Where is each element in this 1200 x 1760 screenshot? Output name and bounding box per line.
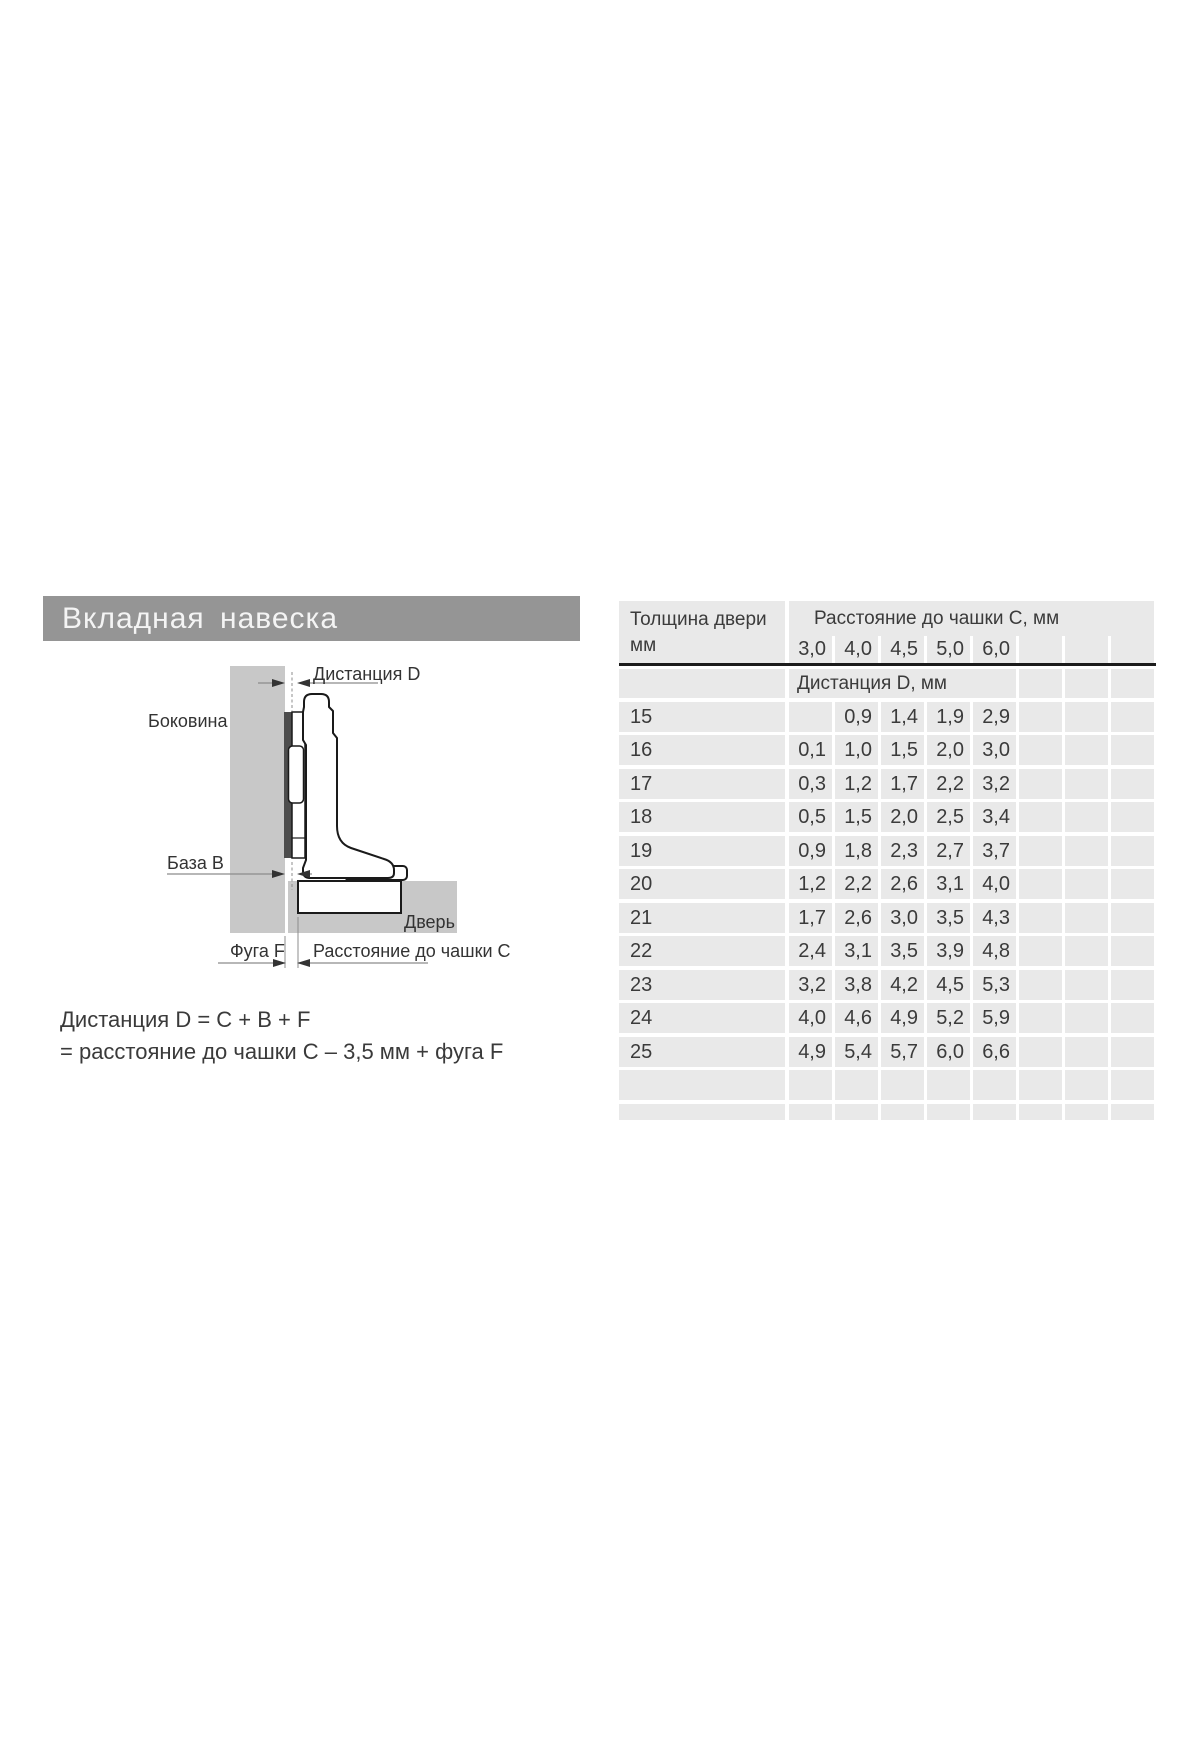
table-row [619,702,1156,732]
label-cup-distance: Расстояние до чашки C [313,941,511,961]
cell-distance-value: 3,0 [881,903,924,933]
cell-distance-value [1111,1104,1154,1120]
cell-distance-value [927,1104,970,1120]
cell-distance-value [1111,769,1154,799]
cell-distance-value [1111,1070,1154,1100]
cell-distance-value [1019,1070,1062,1100]
cell-distance-value [1111,970,1154,1000]
header-door-thickness-line1: Толщина двери [630,609,767,630]
cell-door-thickness: 21 [619,903,785,933]
header-cup-distance-group [789,601,1154,663]
cell-distance-value: 4,0 [973,869,1016,899]
section-title-bar [43,596,580,641]
cell-distance-value: 2,6 [881,869,924,899]
cell-distance-value: 2,5 [927,802,970,832]
table-row [619,903,1156,933]
table-row [619,1104,1156,1120]
cell-distance-value [881,1104,924,1120]
hinge-diagram [100,650,520,980]
cell-distance-value [1019,802,1062,832]
cell-distance-value [1111,836,1154,866]
label-distance-d: Дистанция D [313,664,421,684]
cell-door-thickness: 19 [619,836,785,866]
cell-distance-value: 3,9 [927,936,970,966]
cell-distance-value: 0,3 [789,769,832,799]
cell-distance-value [1111,702,1154,732]
cell-distance-value: 4,9 [789,1037,832,1067]
cell-distance-value [1065,836,1108,866]
cell-distance-value: 3,2 [973,769,1016,799]
cell-distance-value: 4,8 [973,936,1016,966]
cell-distance-value [1065,1104,1108,1120]
cell-door-thickness: 15 [619,702,785,732]
cell-distance-value [1111,869,1154,899]
header-door-thickness-line2: мм [630,635,657,656]
cell-distance-value [1065,869,1108,899]
cell-distance-value [1065,735,1108,765]
cell-distance-value: 2,0 [927,735,970,765]
header-value: 4,5 [881,636,924,663]
cell-distance-value [881,1070,924,1100]
cell-distance-value: 2,2 [835,869,878,899]
cell-door-thickness [619,1070,785,1100]
cell-door-thickness: 18 [619,802,785,832]
cell-door-thickness: 17 [619,769,785,799]
table-row [619,769,1156,799]
cell-distance-value [1065,802,1108,832]
mounting-plate-tab [289,746,304,803]
cell-distance-value [1065,903,1108,933]
cell-distance-value: 3,5 [881,936,924,966]
cell-distance-value: 5,3 [973,970,1016,1000]
table-row [619,1070,1156,1100]
header-door-thickness [619,601,785,663]
subheader-spacer [619,669,785,698]
header-value: 6,0 [973,636,1016,663]
cell-distance-value: 1,8 [835,836,878,866]
cell-distance-value: 1,7 [881,769,924,799]
cell-distance-value [1019,735,1062,765]
cell-distance-value [1065,936,1108,966]
subheader-empty [1111,669,1154,698]
cell-distance-value: 1,0 [835,735,878,765]
header-value: 3,0 [789,636,832,663]
cell-distance-value: 1,4 [881,702,924,732]
cell-distance-value [789,1104,832,1120]
table-header [619,601,1156,663]
table-subheader [619,669,1156,698]
cell-door-thickness: 20 [619,869,785,899]
table-row [619,936,1156,966]
cell-distance-value: 2,0 [881,802,924,832]
cell-distance-value [789,702,832,732]
cell-distance-value [1065,1003,1108,1033]
arrow-left-icon [297,959,310,967]
cell-distance-value [1065,702,1108,732]
cell-distance-value: 5,2 [927,1003,970,1033]
formula-line-1: Дистанция D = C + B + F [60,1007,311,1032]
cell-distance-value: 3,8 [835,970,878,1000]
cell-distance-value: 2,4 [789,936,832,966]
cell-distance-value: 4,2 [881,970,924,1000]
table-row [619,1037,1156,1067]
cell-distance-value [1065,769,1108,799]
section-title: Вкладная навеска [62,602,339,635]
header-cup-distance-values [789,636,1154,663]
cell-distance-value [1019,1003,1062,1033]
cell-distance-value: 2,9 [973,702,1016,732]
cell-distance-value [1065,1070,1108,1100]
distance-table [619,601,1156,1123]
cell-distance-value [973,1070,1016,1100]
header-value [1065,636,1108,663]
cell-distance-value [1065,1037,1108,1067]
cell-door-thickness [619,1104,785,1120]
cell-distance-value [1019,903,1062,933]
cell-distance-value [1019,702,1062,732]
cell-distance-value: 0,9 [835,702,878,732]
cell-distance-value: 4,9 [881,1003,924,1033]
subheader-distance-d: Дистанция D, мм [789,669,1016,698]
cell-distance-value [1019,769,1062,799]
cell-distance-value: 0,9 [789,836,832,866]
cell-distance-value [1111,903,1154,933]
cell-distance-value [1111,735,1154,765]
cell-distance-value: 3,2 [789,970,832,1000]
cell-distance-value: 1,2 [789,869,832,899]
cell-distance-value [1019,1104,1062,1120]
header-value [1019,636,1062,663]
cell-distance-value [1019,836,1062,866]
cell-distance-value: 4,6 [835,1003,878,1033]
cell-distance-value: 1,2 [835,769,878,799]
arrow-left-icon [297,679,310,687]
cell-distance-value: 5,9 [973,1003,1016,1033]
cell-distance-value: 1,7 [789,903,832,933]
cell-door-thickness: 25 [619,1037,785,1067]
cell-distance-value [1111,1037,1154,1067]
cell-distance-value: 3,1 [927,869,970,899]
cell-distance-value [835,1070,878,1100]
label-door: Дверь [404,912,455,932]
cell-distance-value [1019,936,1062,966]
header-divider-line [619,663,1156,666]
formula-line-2: = расстояние до чашки C – 3,5 мм + фуга F [60,1039,504,1064]
cell-distance-value: 0,5 [789,802,832,832]
label-gap-f: Фуга F [230,941,285,961]
cell-distance-value [1019,869,1062,899]
cell-distance-value [1111,802,1154,832]
cell-distance-value: 3,1 [835,936,878,966]
table-row [619,1003,1156,1033]
table-row [619,869,1156,899]
table-row [619,802,1156,832]
formula-block [60,1004,503,1068]
cell-door-thickness: 16 [619,735,785,765]
cell-distance-value: 5,4 [835,1037,878,1067]
cell-door-thickness: 24 [619,1003,785,1033]
cell-distance-value: 4,5 [927,970,970,1000]
cell-distance-value: 1,5 [835,802,878,832]
cell-distance-value: 3,4 [973,802,1016,832]
header-value: 4,0 [835,636,878,663]
hinge-arm-shape [303,694,394,878]
cell-distance-value: 2,2 [927,769,970,799]
cell-distance-value: 5,7 [881,1037,924,1067]
cell-distance-value: 3,5 [927,903,970,933]
cell-distance-value: 3,7 [973,836,1016,866]
door-shape [298,881,401,913]
cell-distance-value [1065,970,1108,1000]
cell-distance-value [1019,1037,1062,1067]
label-side-panel: Боковина [148,711,228,731]
cell-distance-value: 0,1 [789,735,832,765]
cell-distance-value: 2,3 [881,836,924,866]
cell-distance-value [1111,936,1154,966]
table-row [619,970,1156,1000]
side-panel-shape [230,666,285,933]
cell-distance-value [1019,970,1062,1000]
cell-distance-value: 6,6 [973,1037,1016,1067]
header-value [1111,636,1154,663]
cell-distance-value [789,1070,832,1100]
header-value: 5,0 [927,636,970,663]
cell-distance-value [1111,1003,1154,1033]
cell-distance-value: 2,7 [927,836,970,866]
cell-door-thickness: 23 [619,970,785,1000]
cell-distance-value: 3,0 [973,735,1016,765]
cell-distance-value: 1,5 [881,735,924,765]
table-row [619,836,1156,866]
header-cup-distance-title: Расстояние до чашки C, мм [789,601,1154,636]
table-row [619,735,1156,765]
cell-distance-value: 4,3 [973,903,1016,933]
subheader-empty [1065,669,1108,698]
cell-distance-value: 2,6 [835,903,878,933]
cell-door-thickness: 22 [619,936,785,966]
cell-distance-value: 4,0 [789,1003,832,1033]
cell-distance-value [927,1070,970,1100]
cell-distance-value [973,1104,1016,1120]
cell-distance-value: 1,9 [927,702,970,732]
table-body [619,702,1156,1120]
cell-distance-value: 6,0 [927,1037,970,1067]
label-base-b: База B [167,853,224,873]
cell-distance-value [835,1104,878,1120]
subheader-empty [1019,669,1062,698]
